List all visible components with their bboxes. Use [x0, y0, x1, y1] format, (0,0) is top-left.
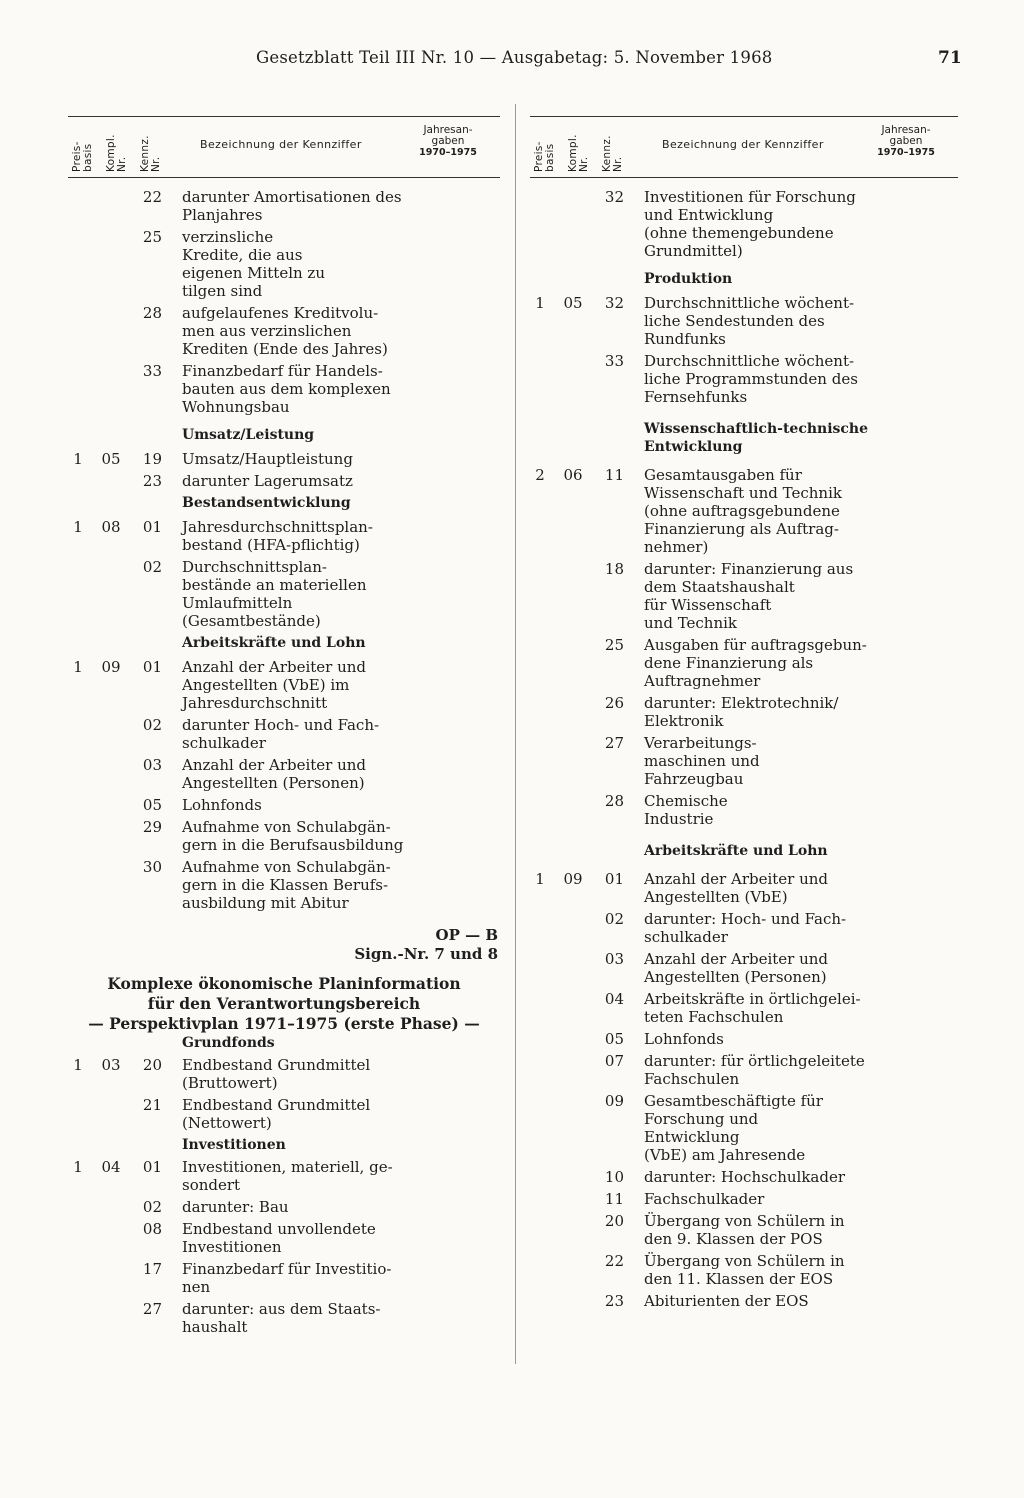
header-rule	[530, 116, 958, 117]
row-label: Anzahl der Arbeiter und Angestellten (VbE)	[644, 870, 829, 906]
op-b-label: OP — B	[435, 926, 498, 944]
kennziffer: 33	[604, 352, 624, 370]
preisbasis: 1	[535, 870, 545, 888]
row-label: Arbeitskräfte in örtlichgelei- teten Fachschulen	[644, 990, 861, 1026]
table-row	[68, 1198, 500, 1216]
kennziffer: 32	[604, 294, 624, 312]
kennziffer: 08	[142, 1220, 162, 1238]
column-divider	[515, 104, 516, 1364]
header-jahresangaben	[408, 125, 488, 158]
kennziffer: 17	[142, 1260, 162, 1278]
kennziffer: 25	[142, 228, 162, 246]
header-rule	[530, 177, 958, 178]
kennziffer: 22	[142, 188, 162, 206]
row-label: darunter Hoch- und Fach- schulkader	[182, 716, 380, 752]
kennziffer: 23	[142, 472, 162, 490]
header-kompl-nr: Kompl. Nr.	[567, 134, 590, 172]
kennziffer: 29	[142, 818, 162, 836]
kennziffer: 19	[142, 450, 162, 468]
table-row	[68, 558, 500, 630]
table-row	[68, 362, 500, 416]
header-kompl-nr: Kompl. Nr.	[105, 134, 128, 172]
kompl-nr: 04	[101, 1158, 121, 1176]
kompl-nr: 05	[101, 450, 121, 468]
kennziffer: 28	[604, 792, 624, 810]
table-row	[530, 294, 958, 348]
table-row	[68, 518, 500, 554]
row-label: Anzahl der Arbeiter und Angestellten (Personen)	[644, 950, 829, 986]
kompl-nr: 05	[563, 294, 583, 312]
row-label: Aufnahme von Schulabgän- gern in die Klassen Berufs- ausbildung mit Abitur	[182, 858, 391, 912]
header-jahresangaben-label: Jahresan- gaben	[423, 124, 473, 147]
kennziffer: 21	[142, 1096, 162, 1114]
row-label: Übergang von Schülern in den 9. Klassen der POS	[644, 1212, 845, 1248]
table-row	[530, 1092, 958, 1164]
kompl-nr: 08	[101, 518, 121, 536]
row-label: Durchschnittliche wöchent- liche Programmstunden des Fernsehfunks	[644, 352, 858, 406]
table-row	[530, 1168, 958, 1186]
table-row	[530, 352, 958, 406]
table-row	[68, 818, 500, 854]
row-label: Jahresdurchschnittsplan- bestand (HFA-pflichtig)	[182, 518, 373, 554]
kennziffer: 22	[604, 1252, 624, 1270]
kennziffer: 03	[142, 756, 162, 774]
section-heading: Entwicklung	[644, 439, 743, 455]
header-preisbasis: Preis- basis	[71, 141, 94, 172]
table-header	[68, 116, 500, 178]
kennziffer: 27	[142, 1300, 162, 1318]
row-label: Endbestand Grundmittel (Bruttowert)	[182, 1056, 371, 1092]
kennziffer: 18	[604, 560, 624, 578]
komplex-heading-line: für den Verantwortungsbereich	[147, 994, 421, 1013]
kennziffer: 23	[604, 1292, 624, 1310]
table-row	[68, 1220, 500, 1256]
table-row	[68, 858, 500, 912]
header-jahresangaben	[866, 125, 946, 158]
table-row	[530, 1292, 958, 1310]
table-row	[530, 1030, 958, 1048]
kennziffer: 25	[604, 636, 624, 654]
row-label: Verarbeitungs- maschinen und Fahrzeugbau	[644, 734, 760, 788]
kompl-nr: 03	[101, 1056, 121, 1074]
kennziffer: 01	[142, 1158, 162, 1176]
table-row	[68, 304, 500, 358]
row-label: darunter Lagerumsatz	[182, 472, 353, 490]
header-jahresangaben-label: Jahresan- gaben	[881, 124, 931, 147]
left-column	[68, 116, 500, 1336]
kennziffer: 02	[142, 1198, 162, 1216]
row-label: Abiturienten der EOS	[644, 1292, 809, 1310]
kennziffer: 33	[142, 362, 162, 380]
table-row	[68, 450, 500, 468]
row-label: darunter: Hochschulkader	[644, 1168, 846, 1186]
kennziffer: 20	[604, 1212, 624, 1230]
section-heading: Arbeitskräfte und Lohn	[644, 843, 828, 859]
table-row	[530, 466, 958, 556]
table-row	[68, 472, 500, 490]
preisbasis: 1	[73, 1056, 83, 1074]
komplex-heading-line: — Perspektivplan 1971–1975 (erste Phase) —	[88, 1014, 480, 1033]
kennziffer: 07	[604, 1052, 624, 1070]
table-row	[530, 950, 958, 986]
kennziffer: 05	[604, 1030, 624, 1048]
table-row	[68, 756, 500, 792]
kennziffer: 11	[604, 466, 624, 484]
table-row	[68, 658, 500, 712]
table-row	[530, 560, 958, 632]
table-row	[530, 636, 958, 690]
kennziffer: 27	[604, 734, 624, 752]
table-row	[530, 990, 958, 1026]
table-row	[68, 716, 500, 752]
table-row	[530, 1252, 958, 1288]
row-label: Durchschnittliche wöchent- liche Sendestunden des Rundfunks	[644, 294, 855, 348]
right-column	[530, 116, 958, 1310]
table-row	[530, 870, 958, 906]
table-row	[530, 188, 958, 260]
preisbasis: 1	[73, 658, 83, 676]
kennziffer: 01	[142, 518, 162, 536]
preisbasis: 1	[535, 294, 545, 312]
sign-nr-label: Sign.-Nr. 7 und 8	[354, 945, 498, 963]
header-rule	[68, 116, 500, 117]
kennziffer: 26	[604, 694, 624, 712]
kennziffer: 03	[604, 950, 624, 968]
row-label: darunter: aus dem Staats- haushalt	[182, 1300, 381, 1336]
table-row	[68, 796, 500, 814]
table-row	[68, 1260, 500, 1296]
kennziffer: 02	[142, 716, 162, 734]
kennziffer: 05	[142, 796, 162, 814]
row-label: Durchschnittsplan- bestände an materiellen Umlaufmitteln (Gesamtbestände)	[182, 558, 367, 630]
table-row	[530, 910, 958, 946]
row-label: Anzahl der Arbeiter und Angestellten (VbE) im Jahresdurchschnitt	[182, 658, 367, 712]
table-row	[68, 1056, 500, 1092]
header-bezeichnung: Bezeichnung der Kennziffer	[200, 138, 362, 151]
header-bezeichnung: Bezeichnung der Kennziffer	[662, 138, 824, 151]
row-label: Gesamtbeschäftigte für Forschung und Entwicklung (VbE) am Jahresende	[644, 1092, 823, 1164]
section-heading: Arbeitskräfte und Lohn	[182, 635, 366, 651]
row-label: Finanzbedarf für Handels- bauten aus dem komplexen Wohnungsbau	[182, 362, 391, 416]
row-label: darunter: Elektrotechnik/ Elektronik	[644, 694, 839, 730]
row-label: aufgelaufenes Kreditvolu- men aus verzinslichen Krediten (Ende des Jahres)	[182, 304, 388, 358]
row-label: Fachschulkader	[644, 1190, 765, 1208]
table-row	[68, 1158, 500, 1194]
kompl-nr: 09	[101, 658, 121, 676]
row-label: Investitionen, materiell, ge- sondert	[182, 1158, 393, 1194]
kennziffer: 32	[604, 188, 624, 206]
table-row	[68, 1300, 500, 1336]
row-label: Übergang von Schülern in den 11. Klassen der EOS	[644, 1252, 845, 1288]
kennziffer: 01	[142, 658, 162, 676]
kennziffer: 02	[142, 558, 162, 576]
header-preisbasis: Preis- basis	[533, 141, 556, 172]
table-row	[530, 694, 958, 730]
preisbasis: 1	[73, 518, 83, 536]
row-label: Umsatz/Hauptleistung	[182, 450, 353, 468]
row-label: Chemische Industrie	[644, 792, 728, 828]
kennziffer: 28	[142, 304, 162, 322]
kennziffer: 30	[142, 858, 162, 876]
row-label: verzinsliche Kredite, die aus eigenen Mitteln zu tilgen sind	[182, 228, 325, 300]
kennziffer: 10	[604, 1168, 624, 1186]
row-label: Ausgaben für auftragsgebun- dene Finanzierung als Auftragnehmer	[644, 636, 867, 690]
kennziffer: 09	[604, 1092, 624, 1110]
header-kennz-nr: Kennz. Nr.	[601, 135, 624, 172]
row-label: Anzahl der Arbeiter und Angestellten (Personen)	[182, 756, 367, 792]
kennziffer: 04	[604, 990, 624, 1008]
table-row	[530, 1212, 958, 1248]
kennziffer: 02	[604, 910, 624, 928]
section-heading: Grundfonds	[182, 1035, 275, 1051]
row-label: Lohnfonds	[644, 1030, 724, 1048]
kompl-nr: 09	[563, 870, 583, 888]
row-label: darunter: für örtlichgeleitete Fachschulen	[644, 1052, 865, 1088]
row-label: Investitionen für Forschung und Entwicklung (ohne themengebundene Grundmittel)	[644, 188, 856, 260]
row-label: darunter: Bau	[182, 1198, 289, 1216]
row-label: darunter: Hoch- und Fach- schulkader	[644, 910, 847, 946]
row-label: Finanzbedarf für Investitio- nen	[182, 1260, 392, 1296]
table-row	[68, 228, 500, 300]
table-row	[530, 1190, 958, 1208]
section-heading: Wissenschaftlich-technische	[644, 421, 869, 437]
section-heading: Umsatz/Leistung	[182, 427, 315, 443]
row-label: Endbestand unvollendete Investitionen	[182, 1220, 376, 1256]
table-row	[530, 734, 958, 788]
table-row	[530, 792, 958, 828]
table-row	[530, 1052, 958, 1088]
kennziffer: 01	[604, 870, 624, 888]
row-label: Lohnfonds	[182, 796, 262, 814]
header-years: 1970–1975	[419, 147, 477, 158]
section-heading: Investitionen	[182, 1137, 286, 1153]
table-header	[530, 116, 958, 178]
table-row	[68, 1096, 500, 1132]
row-label: darunter: Finanzierung aus dem Staatshaushalt für Wissenschaft und Technik	[644, 560, 854, 632]
kennziffer: 20	[142, 1056, 162, 1074]
row-label: Endbestand Grundmittel (Nettowert)	[182, 1096, 371, 1132]
header-rule	[68, 177, 500, 178]
row-label: Aufnahme von Schulabgän- gern in die Berufsausbildung	[182, 818, 404, 854]
preisbasis: 1	[73, 1158, 83, 1176]
preisbasis: 2	[535, 466, 545, 484]
komplex-heading-line: Komplexe ökonomische Planinformation	[107, 974, 461, 993]
header-years: 1970–1975	[877, 147, 935, 158]
header-kennz-nr: Kennz. Nr.	[139, 135, 162, 172]
preisbasis: 1	[73, 450, 83, 468]
table-row	[68, 188, 500, 224]
header-title: Gesetzblatt Teil III Nr. 10 — Ausgabetag: 5. November 1968	[256, 48, 773, 67]
section-heading: Produktion	[644, 271, 733, 287]
page-number: 71	[938, 48, 962, 68]
kennziffer: 11	[604, 1190, 624, 1208]
section-heading: Bestandsentwicklung	[182, 495, 351, 511]
row-label: Gesamtausgaben für Wissenschaft und Technik (ohne auftragsgebundene Finanzierung als Auftrag- nehmer)	[644, 466, 842, 556]
kompl-nr: 06	[563, 466, 583, 484]
row-label: darunter Amortisationen des Planjahres	[182, 188, 402, 224]
